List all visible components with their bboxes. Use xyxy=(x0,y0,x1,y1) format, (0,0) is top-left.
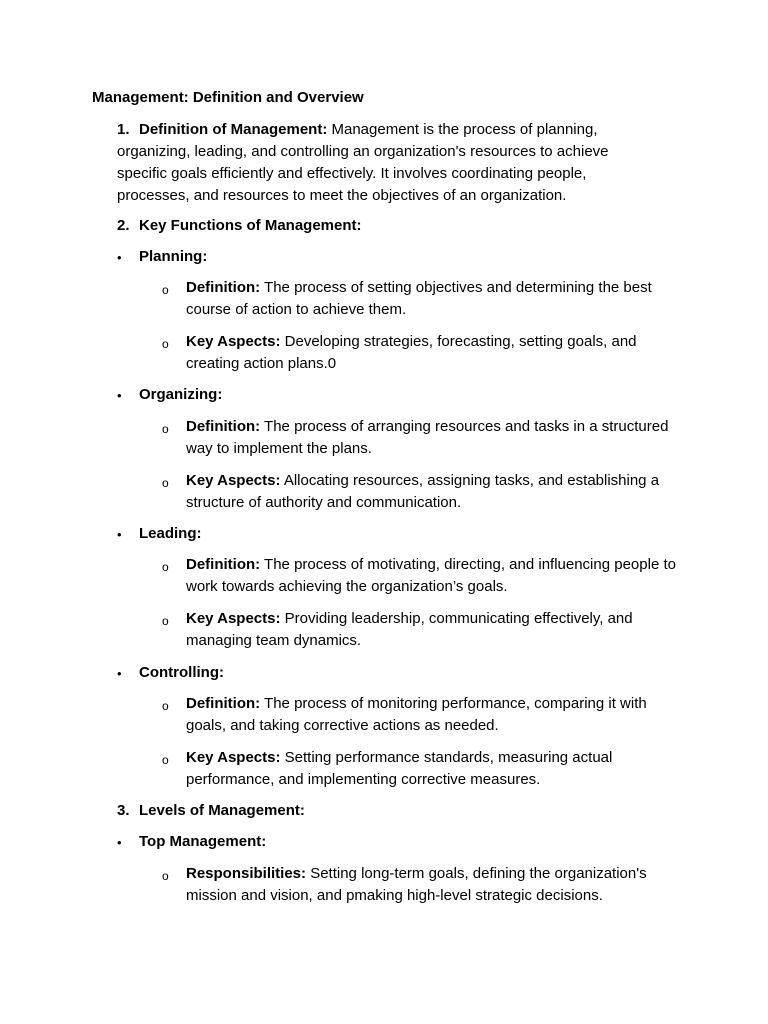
section-text: Management is the process of planning, organizing, leading, and controlling an organization's resources to achieve specific goals efficiently and effectively. It involves coordinating people, processes, and resources to meet the objectives of an organization. xyxy=(117,121,609,204)
bullet-marker: • xyxy=(117,835,122,850)
sub-bullet-marker: o xyxy=(162,476,169,490)
section-heading: Key Functions of Management: xyxy=(139,217,362,234)
sub-bullet-marker: o xyxy=(162,283,169,297)
function-label-controlling: Controlling: xyxy=(139,664,224,681)
leading-definition xyxy=(186,554,676,598)
planning-key-aspects xyxy=(186,331,676,375)
section-definition xyxy=(117,119,657,207)
item-term: Key Aspects: xyxy=(186,610,281,627)
bullet-marker: • xyxy=(117,527,122,542)
item-term: Key Aspects: xyxy=(186,749,281,766)
controlling-key-aspects xyxy=(186,747,676,791)
sub-bullet-marker: o xyxy=(162,422,169,436)
bullet-marker: • xyxy=(117,250,122,265)
function-label-planning: Planning: xyxy=(139,248,208,265)
sub-bullet-marker: o xyxy=(162,869,169,883)
section-number: 3. xyxy=(117,802,130,819)
item-text: Providing leadership, communicating effectively, and managing team dynamics. xyxy=(186,610,633,649)
bullet-marker: • xyxy=(117,666,122,681)
item-term: Key Aspects: xyxy=(186,333,281,350)
level-label-top-management: Top Management: xyxy=(139,833,267,850)
item-text: Setting performance standards, measuring actual performance, and implementing corrective measures. xyxy=(186,749,613,788)
controlling-definition xyxy=(186,693,676,737)
item-term: Definition: xyxy=(186,418,261,435)
planning-definition xyxy=(186,277,676,321)
item-term: Definition: xyxy=(186,279,261,296)
sub-bullet-marker: o xyxy=(162,699,169,713)
section-number: 2. xyxy=(117,217,130,234)
top-management-responsibilities xyxy=(186,863,676,907)
sub-bullet-marker: o xyxy=(162,337,169,351)
function-label-organizing: Organizing: xyxy=(139,386,223,403)
item-text: Allocating resources, assigning tasks, and establishing a structure of authority and communication. xyxy=(186,472,660,511)
item-term: Definition: xyxy=(186,556,261,573)
sub-bullet-marker: o xyxy=(162,753,169,767)
section-key-functions xyxy=(117,215,657,237)
item-text: The process of setting objectives and determining the best course of action to achieve them. xyxy=(186,279,652,318)
item-text: The process of motivating, directing, and influencing people to work towards achieving the organization’s goals. xyxy=(186,556,676,595)
leading-key-aspects xyxy=(186,608,676,652)
item-text: The process of arranging resources and tasks in a structured way to implement the plans. xyxy=(186,418,669,457)
section-heading: Levels of Management: xyxy=(139,802,305,819)
item-term: Definition: xyxy=(186,695,261,712)
organizing-key-aspects xyxy=(186,470,676,514)
bullet-marker: • xyxy=(117,388,122,403)
section-levels xyxy=(117,800,657,822)
organizing-definition xyxy=(186,416,676,460)
item-term: Responsibilities: xyxy=(186,865,307,882)
item-term: Key Aspects: xyxy=(186,472,281,489)
item-text: Developing strategies, forecasting, setting goals, and creating action plans.0 xyxy=(186,333,637,372)
sub-bullet-marker: o xyxy=(162,614,169,628)
function-label-leading: Leading: xyxy=(139,525,202,542)
section-number: 1. xyxy=(117,121,130,138)
item-text: Setting long-term goals, defining the organization's mission and vision, and pmaking high-level strategic decisions. xyxy=(186,865,647,904)
document-title: Management: Definition and Overview xyxy=(92,89,364,106)
sub-bullet-marker: o xyxy=(162,560,169,574)
item-text: The process of monitoring performance, comparing it with goals, and taking corrective actions as needed. xyxy=(186,695,647,734)
section-heading: Definition of Management: xyxy=(139,121,328,138)
